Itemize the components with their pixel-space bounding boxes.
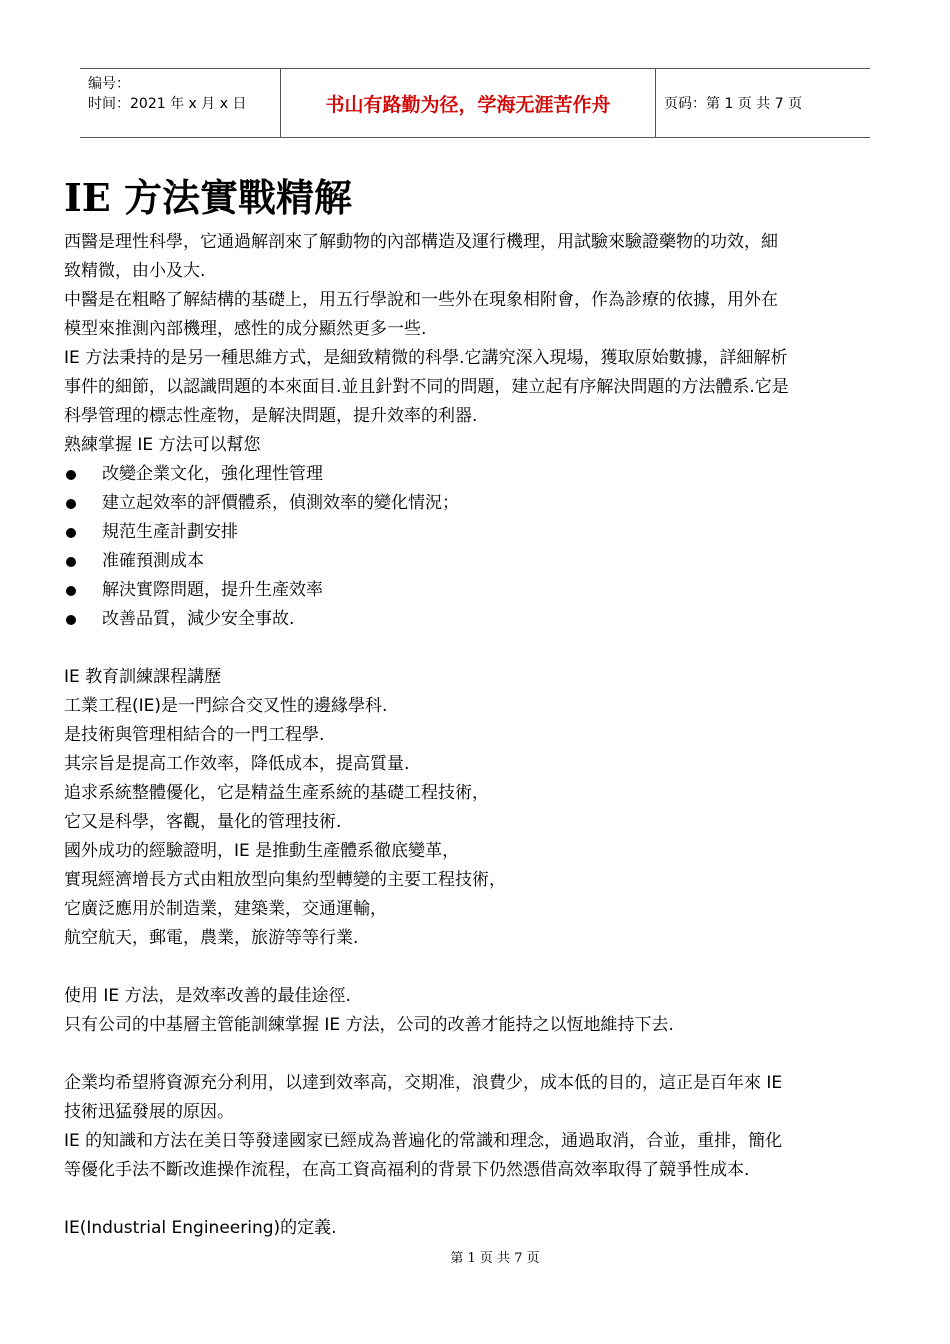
bullet-text: 改變企業文化，強化理性管理 — [102, 464, 323, 484]
bullet-item — [64, 518, 884, 547]
header-meta — [80, 69, 280, 137]
paragraph-line: 致精微，由小及大. — [64, 261, 206, 281]
course-line: 它又是科學，客觀，量化的管理技術. — [64, 812, 342, 832]
bullet-item — [64, 489, 884, 518]
bullet-dot-icon — [66, 528, 76, 538]
bullet-dot-icon — [66, 586, 76, 596]
course-line: 是技術與管理相結合的一門工程學. — [64, 725, 325, 745]
bullet-dot-icon — [66, 470, 76, 480]
bullet-item — [64, 460, 884, 489]
enterprise-line: IE 的知識和方法在美日等發達國家已經成為普遍化的常識和理念，通過取消，合並，重排，簡化 — [64, 1131, 783, 1151]
bullet-text: 准確預測成本 — [102, 551, 204, 571]
bullet-item — [64, 576, 884, 605]
enterprise-line: 等優化手法不斷改進操作流程，在高工資高福利的背景下仍然憑借高效率取得了競爭性成本. — [64, 1160, 750, 1180]
course-line: 航空航天，郵電，農業，旅游等等行業. — [64, 928, 359, 948]
enterprise-line: 企業均希望將資源充分利用，以達到效率高，交期准，浪費少，成本低的目的，這正是百年來 IE — [64, 1073, 783, 1093]
paragraph-line: 事件的細節，以認識問題的本來面目.並且針對不同的問題，建立起有序解決問題的方法體系.它是 — [64, 377, 789, 397]
usage-line: 使用 IE 方法，是效率改善的最佳途徑. — [64, 986, 351, 1006]
bullet-dot-icon — [66, 615, 76, 625]
paragraph-line: 中醫是在粗略了解結構的基礎上，用五行學說和一些外在現象相附會，作為診療的依據，用外在 — [64, 290, 778, 310]
paragraph-line: 熟練掌握 IE 方法可以幫您 — [64, 435, 261, 455]
course-line: 工業工程(IE)是一門綜合交叉性的邊緣學科. — [64, 696, 388, 716]
bullet-item — [64, 605, 884, 634]
bullet-dot-icon — [66, 499, 76, 509]
course-line: 追求系統整體優化，它是精益生產系統的基礎工程技術， — [64, 783, 489, 803]
bullet-dot-icon — [66, 557, 76, 567]
paragraph-line: IE 方法秉持的是另一種思維方式，是細致精微的科學.它講究深入現場，獲取原始數據，詳細解析 — [64, 348, 788, 368]
course-line: 它廣泛應用於制造業，建築業，交通運輸， — [64, 899, 387, 919]
bullet-item — [64, 547, 884, 576]
course-line: IE 教育訓練課程講歷 — [64, 667, 222, 687]
page-footer: 第 1 页 共 7 页 — [450, 1251, 540, 1266]
paragraph-line: 西醫是理性科學，它通過解剖來了解動物的內部構造及運行機理，用試驗來驗證藥物的功效，細 — [64, 232, 778, 252]
header-motto: 书山有路勤为径，学海无涯苦作舟 — [280, 69, 656, 137]
bullet-text: 建立起效率的評價體系，偵測效率的變化情況； — [102, 493, 459, 513]
header-page-info: 页码：第 1 页 共 7 页 — [664, 96, 803, 112]
page-title: IE 方法實戰精解 — [64, 175, 352, 220]
bullet-text: 改善品質，減少安全事故. — [102, 609, 295, 629]
course-line: 國外成功的經驗證明，IE 是推動生產體系徹底變革， — [64, 841, 460, 861]
enterprise-line: 技術迅猛發展的原因。 — [64, 1102, 234, 1122]
course-line: 其宗旨是提高工作效率，降低成本，提高質量. — [64, 754, 410, 774]
time-label: 时间：2021 年 x 月 x 日 — [88, 96, 247, 112]
paragraph-line: 模型來推測內部機理，感性的成分顯然更多一些. — [64, 319, 427, 339]
definition-line: IE(Industrial Engineering)的定義. — [64, 1218, 337, 1238]
course-line: 實現經濟增長方式由粗放型向集約型轉變的主要工程技術， — [64, 870, 506, 890]
bullet-text: 解決實際問題，提升生產效率 — [102, 580, 323, 600]
bullet-text: 規范生產計劃安排 — [102, 522, 238, 542]
number-label: 编号： — [88, 76, 130, 92]
usage-line: 只有公司的中基層主管能訓練掌握 IE 方法，公司的改善才能持之以恆地維持下去. — [64, 1015, 674, 1035]
document-body — [64, 228, 884, 1243]
document-header — [80, 68, 870, 138]
paragraph-line: 科學管理的標志性產物，是解決問題，提升效率的利器. — [64, 406, 478, 426]
